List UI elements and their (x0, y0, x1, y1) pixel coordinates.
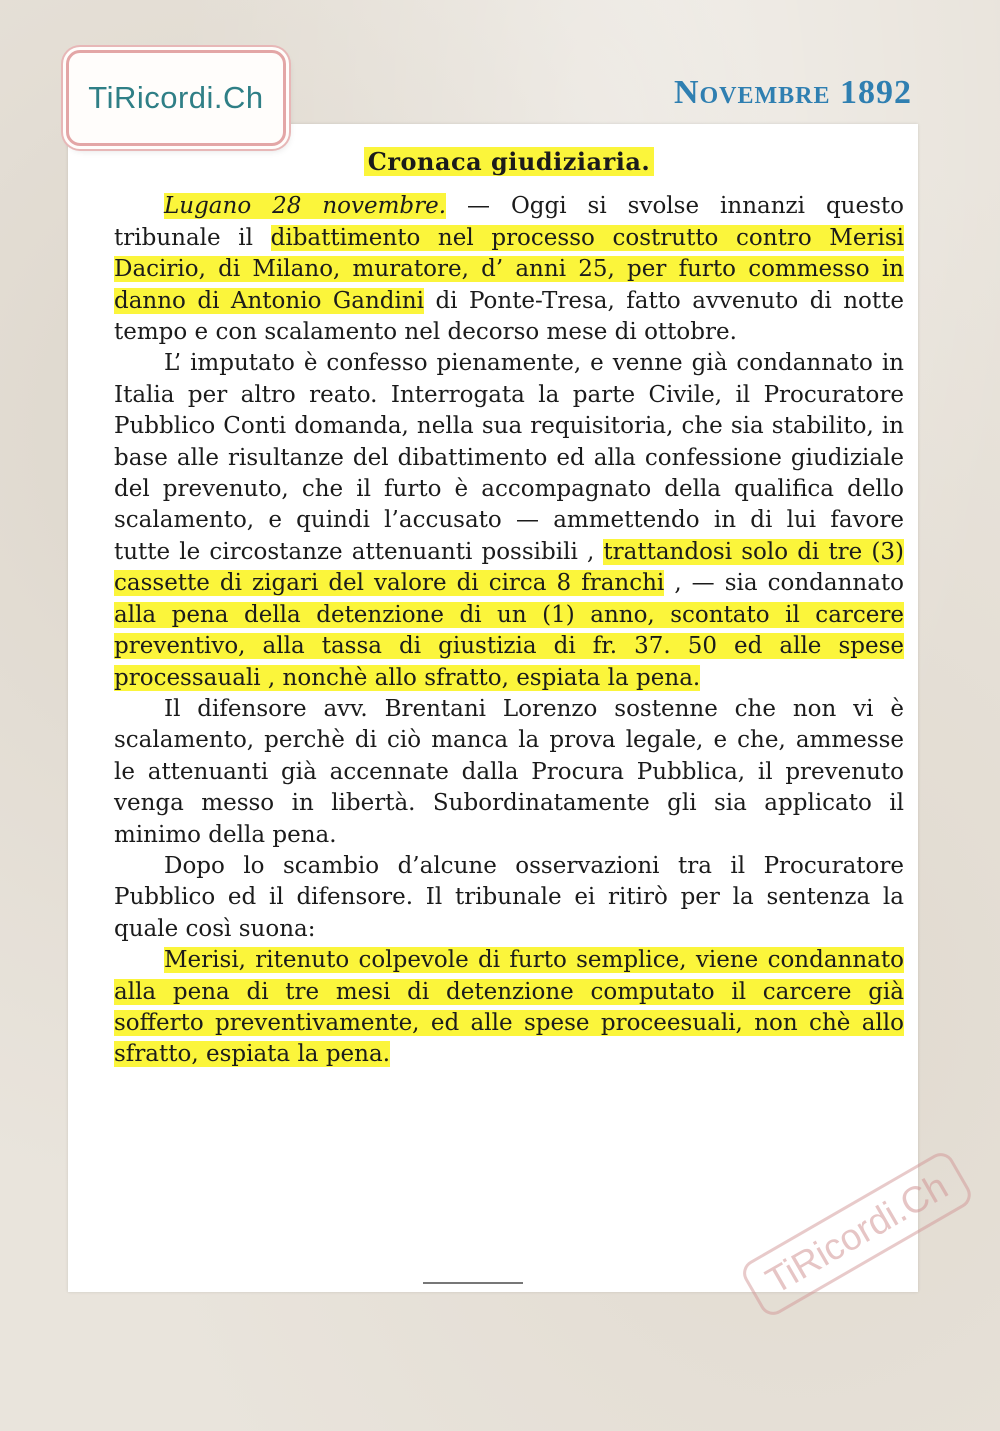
dateline: Lugano 28 novembre. (164, 193, 447, 220)
p2-text-1: L’ imputato è confesso pienamente, e venne già condannato in Italia per altro reato. Interrogata la parte Civile, il Procuratore Pubblico Conti domanda, nella sua requisitoria, che sia stabilito, in base alle risultanze del dibattimento ed alla confessione giudiziale del prevenuto, che il furto è accompagnato della qualifica dello scalamento, e quindi l’accusato — ammettendo in di lui favore tutte le circostanze attenuanti possibili , (114, 350, 904, 565)
article-paragraph-2 (114, 348, 904, 693)
article-title-text: Cronaca giudiziaria. (364, 147, 654, 176)
p5-highlight: Merisi, ritenuto colpevole di furto semplice, viene condannato alla pena di tre mesi di detenzione computato il carcere già sofferto preventivamente, ed alle spese proceesuali, non chè allo sfratto, espiata la pena. (114, 947, 904, 1068)
article-paragraph-3: Il difensore avv. Brentani Lorenzo sostenne che non vi è scalamento, perchè di ciò manca la prova legale, e che, ammesse le attenuanti già accennate dalla Procura Pubblica, il prevenuto venga messo in libertà. Subordinatamente gli sia applicato il minimo della pena. (114, 695, 904, 848)
p1-highlight-1: dibattimento nel processo costrutto contro Merisi Dacirio, di Milano, muratore, d’ anni 25, per furto commesso in danno di Antonio Gandini (114, 224, 904, 314)
p1-text-1: — Oggi si svolse innanzi questo tribunale il (114, 193, 904, 251)
p2-highlight-2: alla pena della detenzione di un (1) anno, scontato il carcere preventivo, alla tassa di giustizia di fr. 37. 50 ed alle spese processauali , nonchè allo sfratto, espiata la pena. (114, 601, 904, 691)
date-heading (674, 74, 912, 112)
date-heading-text: Novembre 1892 (673, 74, 912, 111)
p2-highlight-1: trattandosi solo di tre (3) cassette di zigari del valore di circa 8 franchi (114, 538, 904, 597)
column-end-rule (423, 1282, 523, 1284)
article-body (114, 146, 904, 1071)
p1-text-2: di Ponte-Tresa, fatto avvenuto di notte tempo e con scalamento nel decorso mese di ottobre. (114, 287, 904, 346)
site-logo-text: TiRicordi.Ch (88, 80, 264, 115)
newspaper-clipping (68, 124, 918, 1292)
article-title (114, 146, 904, 177)
watermark-stamp: TiRicordi.Ch (738, 1148, 976, 1320)
site-logo[interactable] (66, 50, 286, 146)
article-paragraph-1 (114, 191, 904, 348)
article-paragraph-4: Dopo lo scambio d’alcune osservazioni tra il Procuratore Pubblico ed il difensore. Il tribunale ei ritirò per la sentenza la quale così suona: (114, 852, 904, 942)
p2-text-2: , — sia condannato (664, 570, 904, 597)
article-paragraph-5 (114, 945, 904, 1071)
